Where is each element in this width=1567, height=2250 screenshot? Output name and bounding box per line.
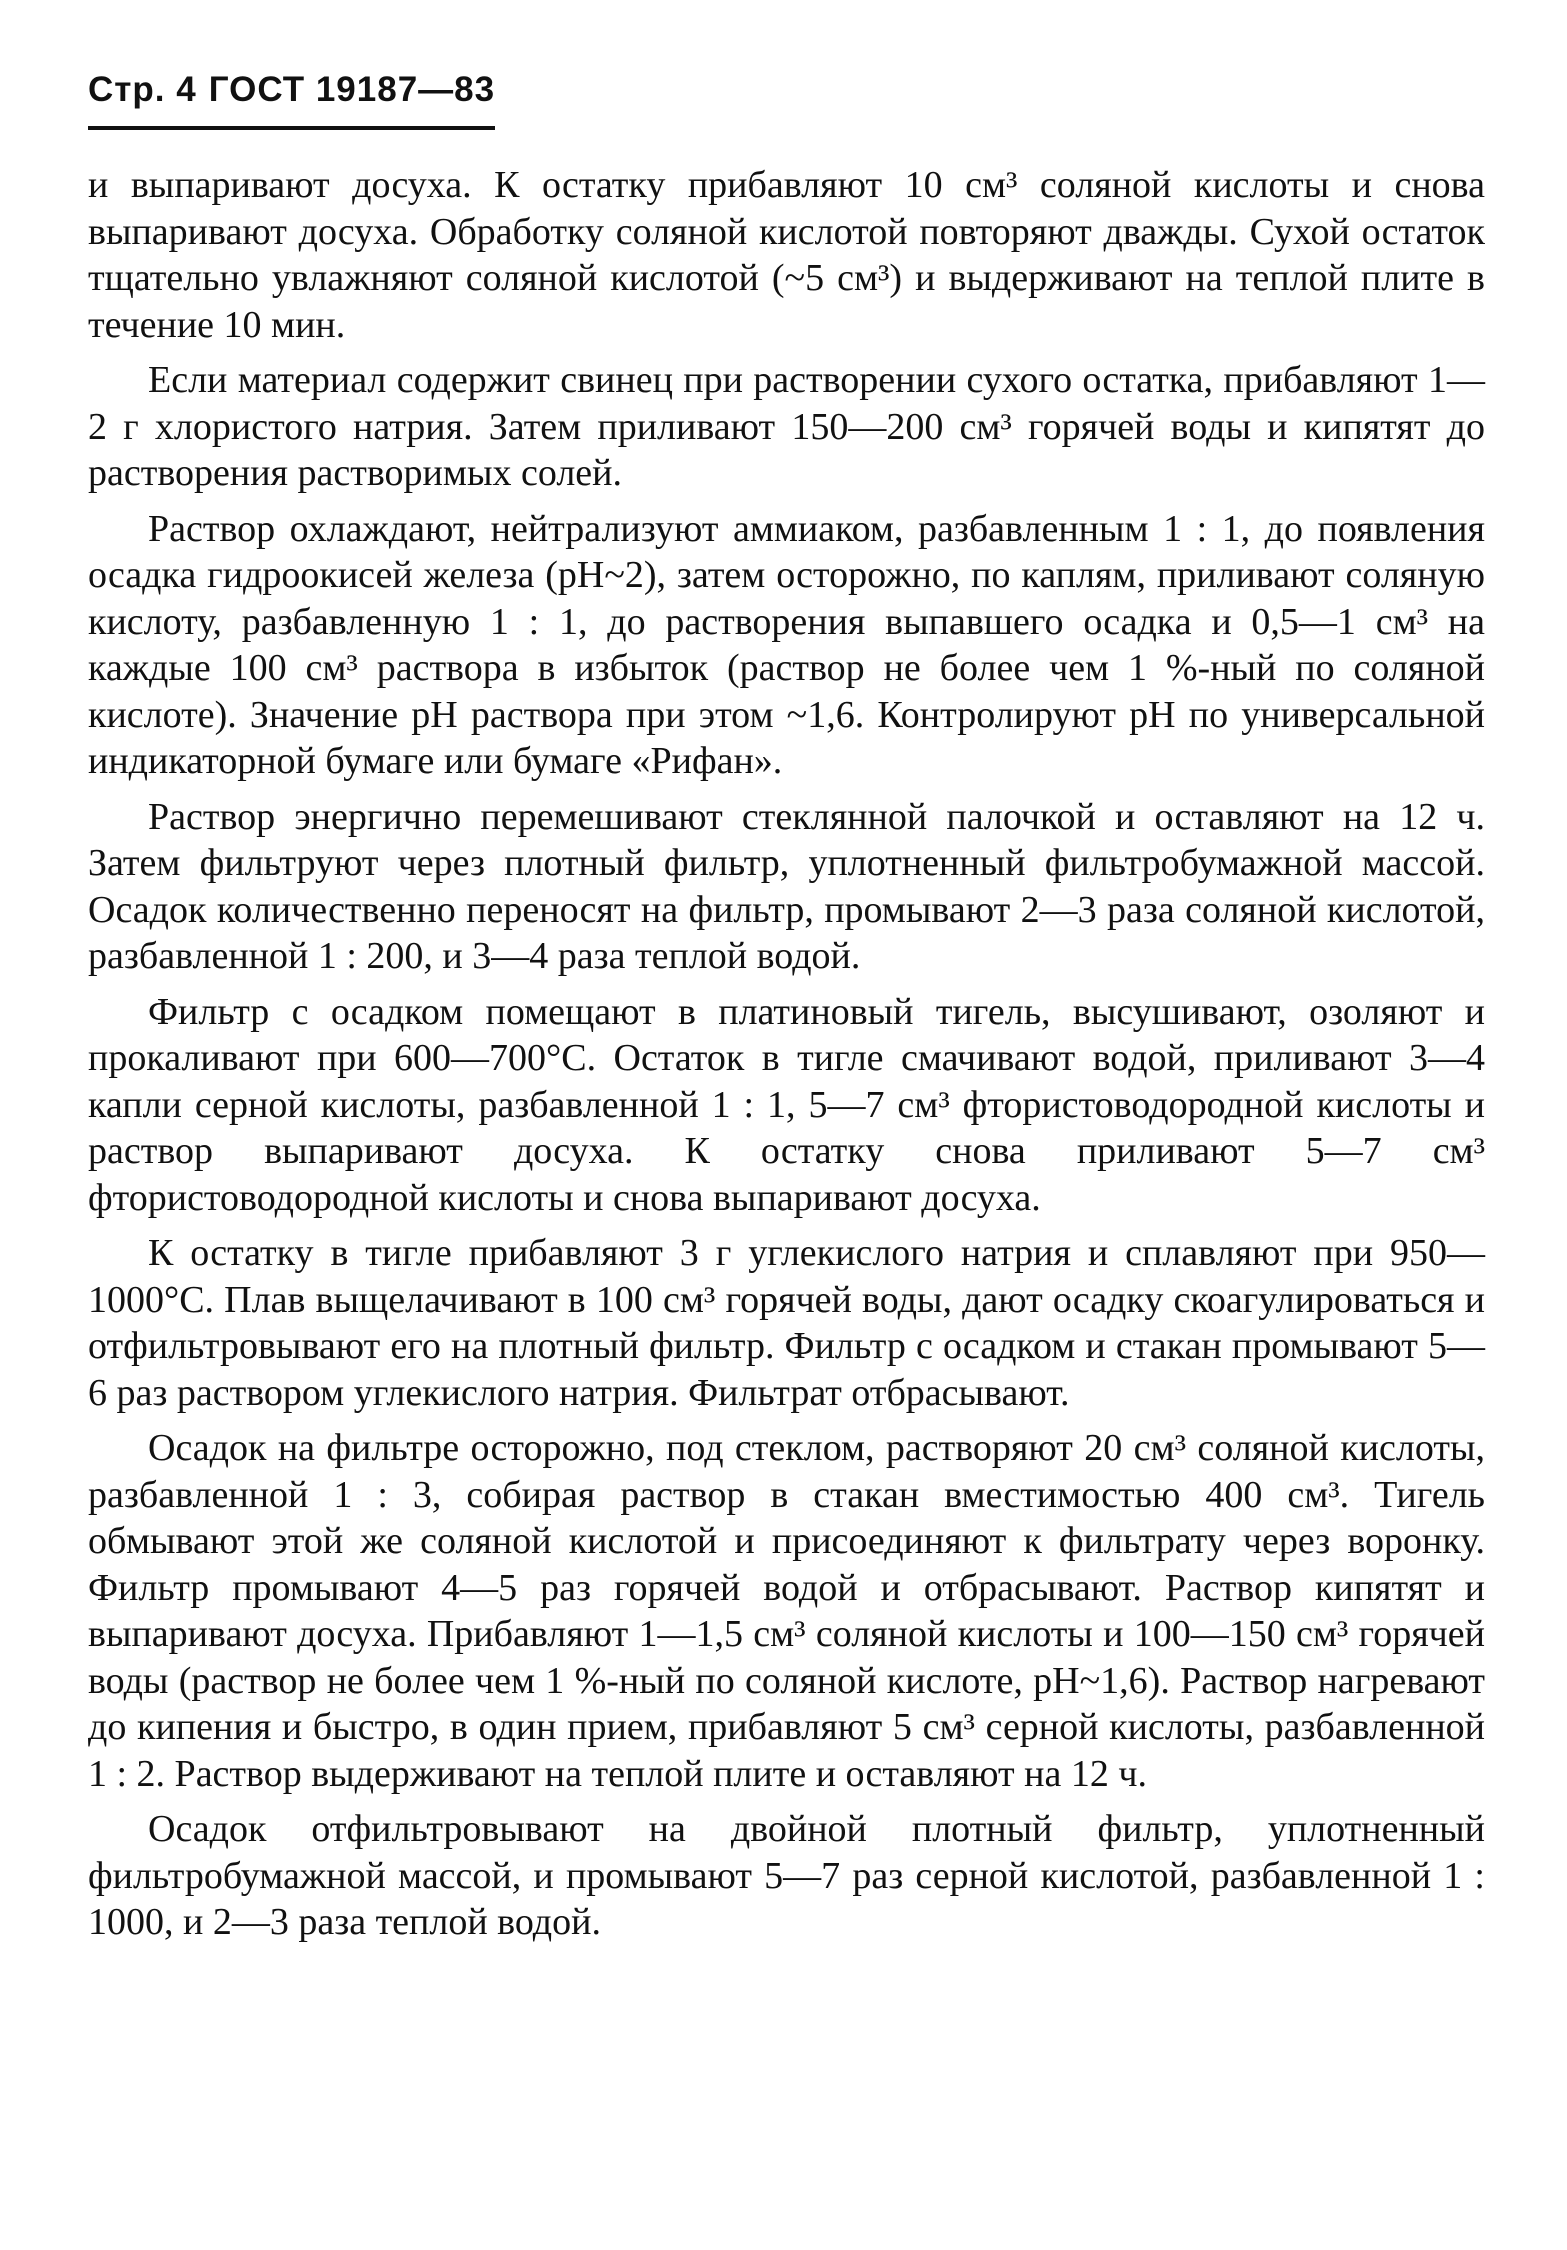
paragraph-continuation: и выпаривают досуха. К остатку прибавляют 10 см³ соляной кислоты и снова выпаривают досуха. Обработку соляной кислотой повторяют дважды. Сухой остаток тщательно увлажняют соляной кислотой (~5 см³) и выдерживают на теплой плите в течение 10 мин.: [88, 164, 1485, 346]
paragraph-ignition: Фильтр с осадком помещают в платиновый тигель, высушивают, озоляют и прокаливают при 600—700°С. Остаток в тигле смачивают водой, приливают 3—4 капли серной кислоты, разбавленной 1 : 1, 5—7 см³ фтористоводородной кислоты и раствор выпаривают досуха. К остатку снова приливают 5—7 см³ фтористоводородной кислоты и снова выпаривают досуха.: [88, 990, 1485, 1219]
paragraph-fusion: К остатку в тигле прибавляют 3 г углекислого натрия и сплавляют при 950—1000°С. Плав выщелачивают в 100 см³ горячей воды, дают осадку скоагулироваться и отфильтровывают его на плотный фильтр. Фильтр с осадком и стакан промывают 5—6 раз раствором углекислого натрия. Фильтрат отбрасывают.: [88, 1232, 1485, 1414]
paragraph-lead-note: Если материал содержит свинец при растворении сухого остатка, прибавляют 1—2 г хлористого натрия. Затем приливают 150—200 см³ горячей воды и кипятят до растворения растворимых солей.: [88, 359, 1485, 494]
paragraph-neutralization: Раствор охлаждают, нейтрализуют аммиаком, разбавленным 1 : 1, до появления осадка гидроокисей железа (pH~2), затем осторожно, по каплям, приливают соляную кислоту, разбавленную 1 : 1, до растворения выпавшего осадка и 0,5—1 см³ на каждые 100 см³ раствора в избыток (раствор не более чем 1 %-ный по соляной кислоте). Значение pH раствора при этом ~1,6. Контролируют pH по универсальной индикаторной бумаге или бумаге «Рифан».: [88, 507, 1485, 782]
page-header: [88, 70, 495, 130]
paragraph-final-filtration: Осадок отфильтровывают на двойной плотный фильтр, уплотненный фильтробумажной массой, и промывают 5—7 раз серной кислотой, разбавленной 1 : 1000, и 2—3 раза теплой водой.: [88, 1808, 1485, 1943]
document-body: [88, 162, 1485, 1946]
paragraph-dissolution: Осадок на фильтре осторожно, под стеклом, растворяют 20 см³ соляной кислоты, разбавленной 1 : 3, собирая раствор в стакан вместимостью 400 см³. Тигель обмывают этой же соляной кислотой и присоединяют к фильтрату через воронку. Фильтр промывают 4—5 раз горячей водой и отбрасывают. Раствор кипятят и выпаривают досуха. Прибавляют 1—1,5 см³ соляной кислоты и 100—150 см³ горячей воды (раствор не более чем 1 %-ный по соляной кислоте, pH~1,6). Раствор нагревают до кипения и быстро, в один прием, прибавляют 5 см³ серной кислоты, разбавленной 1 : 2. Раствор выдерживают на теплой плите и оставляют на 12 ч.: [88, 1427, 1485, 1795]
paragraph-filtration: Раствор энергично перемешивают стеклянной палочкой и оставляют на 12 ч. Затем фильтруют через плотный фильтр, уплотненный фильтробумажной массой. Осадок количественно переносят на фильтр, промывают 2—3 раза соляной кислотой, разбавленной 1 : 200, и 3—4 раза теплой водой.: [88, 795, 1485, 977]
standard-designation: ГОСТ 19187—83: [208, 70, 496, 109]
page-number-label: Стр. 4: [88, 70, 197, 109]
